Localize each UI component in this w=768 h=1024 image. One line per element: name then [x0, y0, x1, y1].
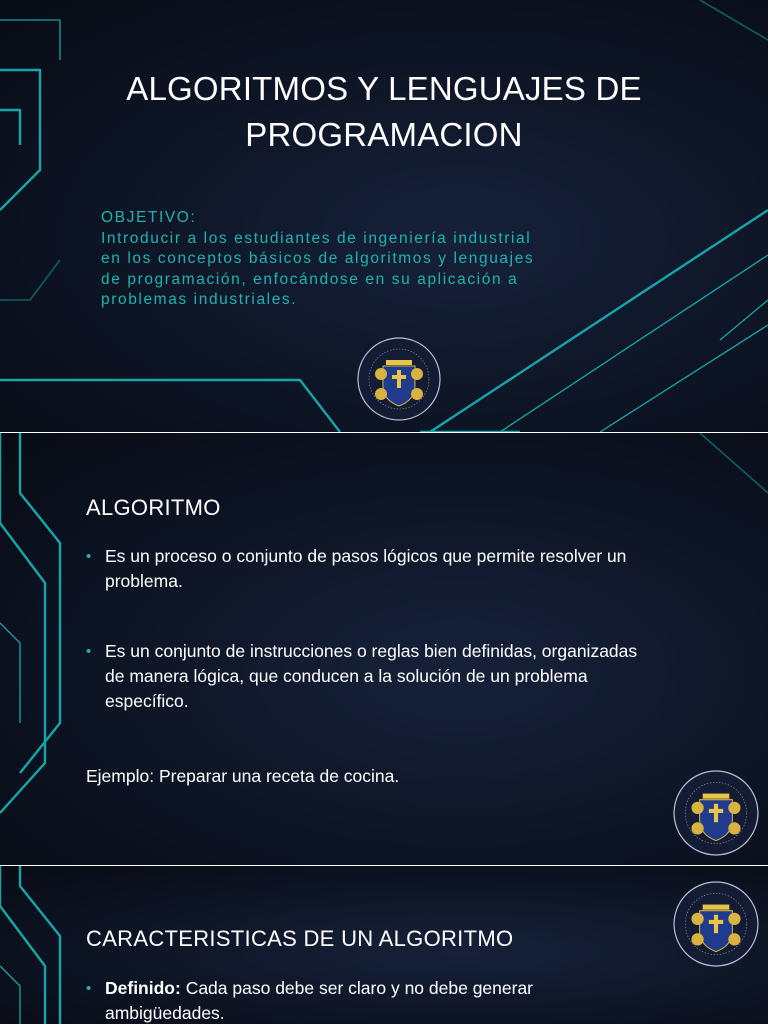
slide-title: [0, 0, 768, 432]
bullet-item: [86, 544, 736, 594]
bullet-icon: •: [86, 548, 92, 565]
bullet-text-line: Es un conjunto de instrucciones o reglas bien definidas, organizadas: [105, 641, 638, 661]
objective-block: [101, 208, 641, 311]
bullet-text-line: Es un proceso o conjunto de pasos lógicos que permite resolver un: [105, 546, 627, 566]
university-crest-icon: [672, 769, 760, 857]
university-crest-icon: [672, 880, 760, 968]
university-crest-icon: [356, 336, 442, 422]
title-line-1: ALGORITMOS Y LENGUAJES DE: [126, 70, 642, 107]
objective-line: Introducir a los estudiantes de ingeniería industrial: [101, 229, 532, 247]
bullet-list: [86, 544, 736, 714]
slide-heading: ALGORITMO: [86, 495, 221, 520]
presentation-title: [0, 66, 768, 158]
bullet-icon: •: [86, 643, 92, 660]
bullet-text-line: problema.: [105, 571, 183, 591]
bullet-text-line: ambigüedades.: [105, 1003, 225, 1023]
objective-line: de programación, enfocándose en su aplicación a: [101, 270, 519, 288]
bullet-text-line: de manera lógica, que conducen a la solución de un problema: [105, 666, 588, 686]
bullet-item: [86, 976, 736, 1024]
bullet-item: [86, 639, 736, 714]
bullet-term: Definido:: [105, 978, 181, 998]
objective-label: OBJETIVO:: [101, 209, 197, 226]
title-line-2: PROGRAMACION: [245, 116, 523, 153]
bullet-definition: Cada paso debe ser claro y no debe generar: [180, 978, 534, 998]
bullet-list: [86, 976, 736, 1024]
bullet-icon: •: [86, 980, 92, 997]
slide-caracteristicas: [0, 866, 768, 1024]
slide-algoritmo: [0, 433, 768, 865]
example-text: Ejemplo: Preparar una receta de cocina.: [86, 766, 400, 786]
objective-line: en los conceptos básicos de algoritmos y lenguajes: [101, 250, 535, 267]
objective-line: problemas industriales.: [101, 291, 298, 308]
slide-heading: CARACTERISTICAS DE UN ALGORITMO: [86, 926, 514, 951]
bullet-text-line: específico.: [105, 691, 189, 711]
bullet-text-line: [105, 976, 736, 1001]
